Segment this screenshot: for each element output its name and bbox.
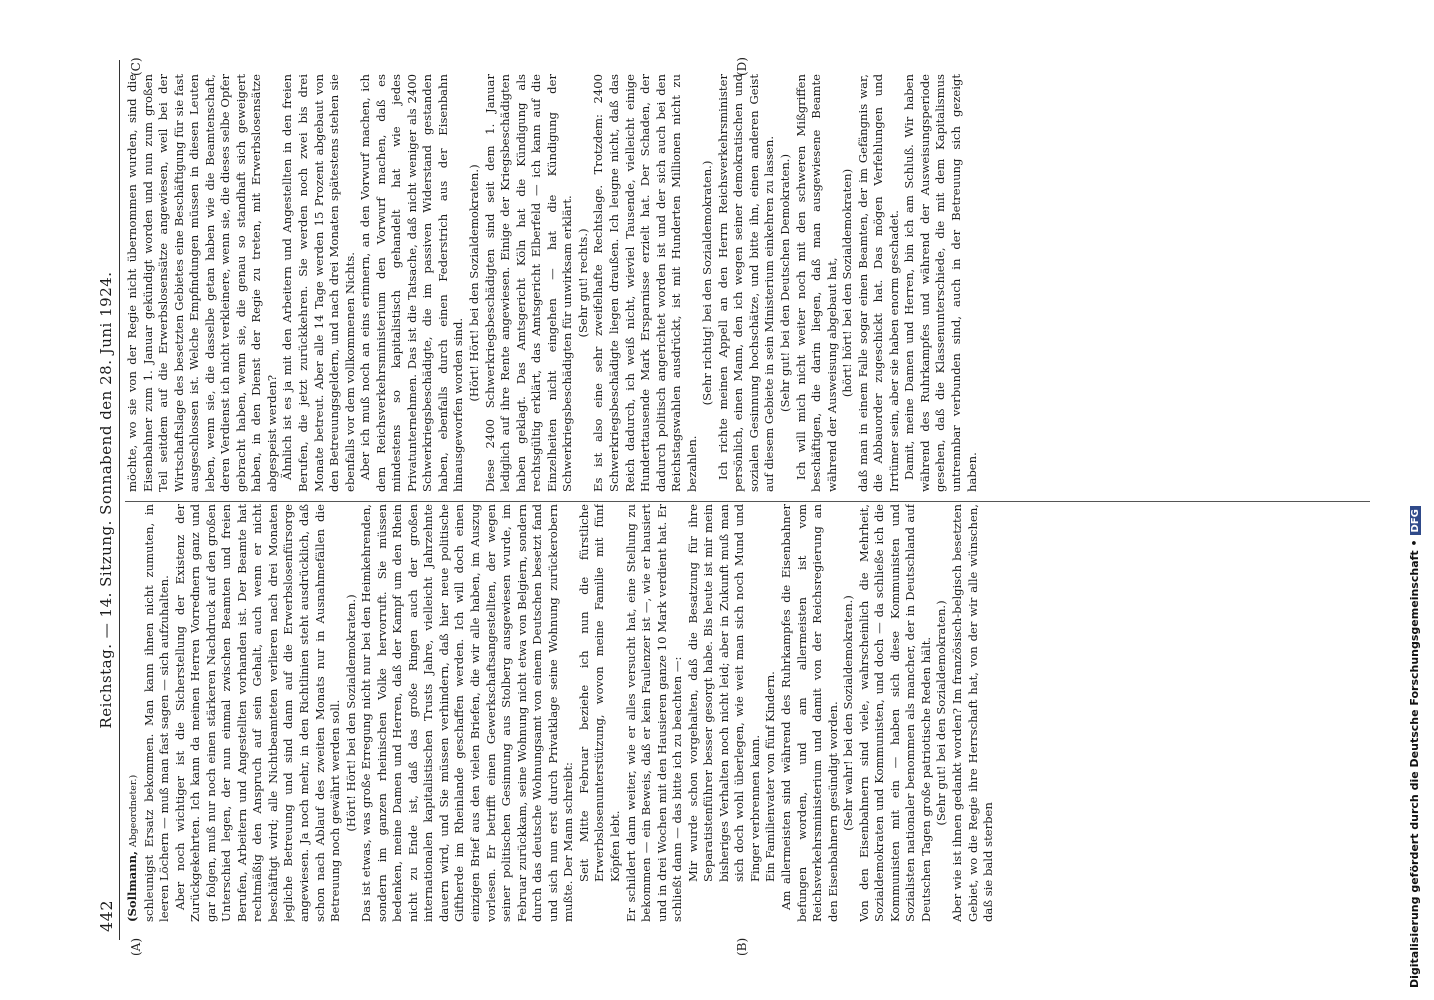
interjection: (Sehr wahr! bei den Sozialdemokraten.) bbox=[841, 595, 856, 831]
paragraph: Ich will mich nicht weiter noch mit den schweren Mißgriffen beschäftigen, die darin liegen, daß man ausgewiesene Beamte während der Ausweisung abgebaut hat, bbox=[793, 74, 839, 492]
margin-marker-d: (D) bbox=[735, 57, 749, 76]
paragraph: Damit, meine Damen und Herren, bin ich am Schluß. Wir haben während des Ruhrkampfes und während der Ausweisungsperiode gesehen, daß die Klassenunterschiede, die mit dem Kapitalismus untrennbar verbunden sind, auch in der Betreuung sich gezeigt haben. bbox=[902, 74, 979, 492]
interjection: (Sehr gut! bei den Sozialdemokraten.) bbox=[934, 600, 949, 826]
paragraph: Am allermeisten sind während des Ruhrkampfes die Eisenbahner befungen worden, und am allermeisten ist vom Reichsverkehrsministerium und damit von der Reichsregierung an den Eisenbahnern gesündigt worden. bbox=[778, 504, 840, 922]
margin-marker-a: (A) bbox=[129, 937, 143, 956]
paragraph: Ich richte meinen Appell an den Herrn Reichsverkehrsminister persönlich, einen Mann, den ich wegen seiner demokratischen und sozialen Gesinnung hochschätze, und bitte ihn, einen anderen Geist auf diesem Gebiete in sein Ministerium einkehren zu lassen. bbox=[715, 74, 777, 492]
paragraph: Er schildert dann weiter, wie er alles versucht hat, eine Stellung zu bekommen — ein Beweis, daß er kein Faulenzer ist —, wie er hausiert und in drei Wochen mit den Hausieren ganze 10 Mark verdient hat. Er schließt dann — das bitte ich zu beachten —: bbox=[623, 504, 685, 922]
paragraph: Aber ich muß noch an eins erinnern, an den Vorwurf machen, ich dem Reichsverkehrsministerium den Vorwurf machen, daß es mindestens so kapitalistisch gehandelt hat wie jedes Privatunternehmen. Das ist die Tatsache, daß nicht weniger als 2400 Schwerkriegsbeschädigte, die im passiven Widerstand gestanden haben, ebenfalls durch einen Federstrich aus der Eisenbahn hinausgeworfen worden sind. bbox=[358, 74, 466, 492]
header-rule bbox=[119, 60, 120, 940]
speaker-role: Abgeordneter.) bbox=[128, 774, 139, 848]
rotated-page-content bbox=[95, 57, 1385, 956]
quoted-letter: Mir wurde schon vorgehalten, daß die Besatzung für ihre Separatistenführer besser gesorgt habe. Bis heute ist mir mein bisheriges Verhalten noch nicht leid; aber in Zukunft muß man sich doch wohl überlegen, wie weit man sich noch Mund und Finger verbrennen kann. bbox=[685, 504, 762, 882]
paragraph: Diese 2400 Schwerkriegsbeschädigten sind seit dem 1. Januar lediglich auf ihre Rente angewiesen. Einige der Kriegsbeschädigten haben geklagt. Das Amtsgericht Köln hat die Kündigung als rechtsgültig erklärt, das Amtsgericht Elberfeld — ich kann auf die Einzelheiten nicht eingehen — hat die Kündigung der Schwerkriegsbeschädigten für unwirksam erklärt. bbox=[482, 74, 575, 492]
paragraph: Es ist also eine sehr zweifelhafte Rechtslage. Trotzdem: 2400 Schwerkriegsbeschädigte liegen draußen. Ich leugne nicht, daß das Reich dadurch, ich weiß nicht, wieviel Tausende, vielleicht einige Hunderttausende Mark Ersparnisse erzielt hat. Der Schaden, der dadurch politisch angerichtet worden ist und der sich auch bei den Reichstagswahlen ausdrückt, ist mit Hunderten Millionen nicht zu bezahlen. bbox=[591, 74, 699, 492]
speaker-line bbox=[125, 504, 142, 922]
paragraph: schleunigst Ersatz bekommen. Man kann ihnen nicht zumuten, in leeren Löchern — muß man fast sagen — sich aufzuhalten. bbox=[141, 504, 172, 922]
paragraph: Aber wie ist ihnen gedankt worden? Im französisch-belgisch besetzten Gebiet, wo die Regie ihre Herrschaft hat, von der wir alle wünschen, daß sie bald sterben bbox=[949, 504, 996, 922]
running-header bbox=[95, 60, 121, 940]
margin-marker-c: (C) bbox=[129, 57, 143, 76]
paragraph: daß man in einem Falle sogar einen Beamten, der im Gefängnis war, die Abbauorder zugeschickt hat. Das mögen Verfehlungen und Irrtümer sein, aber sie haben enorm geschadet. bbox=[855, 74, 901, 492]
quoted-letter: Ein Familienvater von fünf Kindern. bbox=[763, 671, 778, 882]
paragraph: Aber noch wichtiger ist die Sicherstellung der Existenz der Zurückgekehrten. Ich kann da meinen Herren Vorrednern ganz und gar folgen, muß nur noch einen stärkeren Nachdruck auf den großen Unterschied legen, der nun einmal zwischen Beamten und freien Berufen, Arbeitern und Angestellten vorhanden ist. Der Beamte hat rechtmäßig den Anspruch auf sein Gehalt, auch wenn er nicht beschäftigt wird; alle Nichtbeamteten verlieren nach drei Monaten jegliche Betreuung und sind dann auf die Erwerbslosenfürsorge angewiesen. Ja noch mehr, in den Richtlinien steht ausdrücklich, daß schon nach Ablauf des zweiten Monats nur in Ausnahmefällen die Betreuung noch gewährt werden soll. bbox=[172, 504, 343, 922]
interjection: (Hört! Hört! bei den Sozialdemokraten.) bbox=[343, 594, 358, 832]
paragraph: Von den Eisenbahnern sind viele, wahrscheinlich die Mehrheit, Sozialdemokraten und Kommunisten, und doch — da schließe ich die Kommunisten mit ein — haben sich diese Kommunisten und Sozialisten nationaler benommen als mancher, der in Deutschland auf Deutschen Tagen große patriotische Reden hält. bbox=[856, 504, 933, 922]
right-column bbox=[125, 74, 1375, 492]
interjection: (Sehr richtig! bei den Sozialdemokraten.) bbox=[700, 160, 715, 406]
column-divider bbox=[125, 501, 1370, 502]
margin-marker-b: (B) bbox=[735, 937, 749, 956]
interjection: (Sehr gut! bei den Deutschen Demokraten.) bbox=[777, 153, 792, 413]
digitization-credit bbox=[1406, 8, 1430, 998]
quoted-letter: Seit Mitte Februar beziehe ich nun die fürstliche Erwerbslosenunterstützung, wovon meine Familie mit fünf Köpfen lebt. bbox=[576, 504, 622, 882]
page-number: 442 bbox=[97, 899, 116, 932]
paragraph: möchte, wo sie von der Regie nicht übernommen wurden, sind die Eisenbahner zum 1. Januar gekündigt worden und nun zum großen Teil seitdem auf die Erwerbslosensätze angewiesen, weil bei der Wirtschaftslage des besetzten Gebietes eine Beschäftigung für sie fast ausgeschlossen ist. Welche Empfindungen müssen in diesen Leuten leben, wenn sie, die dasselbe getan haben wie die Beamtenschaft, deren Verdienst ich nicht verkleinere, wenn sie, die dieses selbe Opfer gebracht haben, wenn sie, die genau so standhaft sich geweigert haben, in den Dienst der Regie zu treten, mit Erwerbslosensätze abgespeist werden? bbox=[125, 74, 279, 492]
paragraph: Ähnlich ist es ja mit den Arbeitern und Angestellten in den freien Berufen, die jetzt zurückkehren. Sie werden noch zwei bis drei Monate betreut. Aber alle 14 Tage werden 15 Prozent abgebaut von den Betreuungsgeldern, und nach drei Monaten spätestens stehen sie ebenfalls vor dem vollkommenen Nichts. bbox=[280, 74, 357, 492]
interjection: (hört! hört! bei den Sozialdemokraten) bbox=[840, 168, 855, 398]
paragraph: Das ist etwas, was große Erregung nicht nur bei den Heimkehrenden, sondern im ganzen rheinischen Volke hervorruft. Sie müssen bedenken, meine Damen und Herren, daß der Kampf um den Rhein nicht zu Ende ist, daß das große Ringen auch der großen internationalen kapitalistischen Trusts Jahre, vielleicht Jahrzehnte dauern wird, und Sie müssen verhindern, daß hier neue politische Giftherde im Rheinlande geschaffen werden. Ich will doch einen einzigen Brief aus den vielen Briefen, die wir alle haben, im Auszug vorlesen. Er betrifft einen Gewerkschaftsangestellten, der wegen seiner politischen Gesinnung aus Stolberg ausgewiesen wurde, im Februar zurückkam, seine Wohnung nicht etwa von Belgiern, sondern durch das deutsche Wohnungsamt von einem Deutschen besetzt fand und sich nun erst durch Privatklage seine Wohnung zurückerobern mußte. Der Mann schreibt: bbox=[359, 504, 576, 922]
interjection: (Hört! Hört! bei den Sozialdemokraten.) bbox=[467, 164, 482, 402]
credit-text: Digitalisierung gefördert durch die Deutsche Forschungsgemeinschaft • bbox=[1408, 539, 1421, 988]
dfg-logo: DFG bbox=[1410, 506, 1421, 535]
interjection: (Sehr gut! rechts.) bbox=[575, 228, 590, 338]
running-title: Reichstag. — 14. Sitzung. Sonnabend den 28. Juni 1924. bbox=[97, 271, 115, 729]
left-column bbox=[125, 504, 1375, 922]
speaker-name: (Sollmann, bbox=[125, 850, 139, 922]
